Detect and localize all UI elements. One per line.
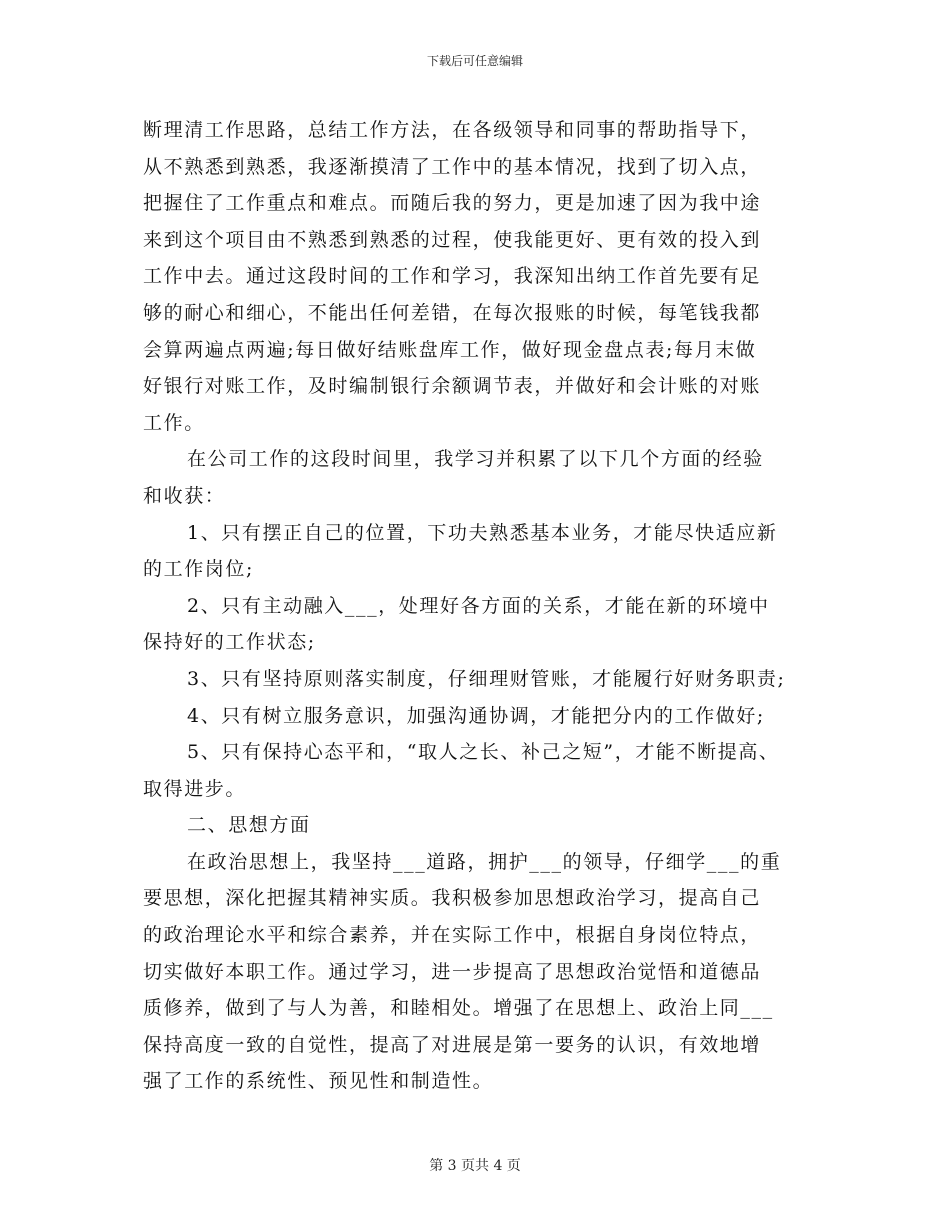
document-body	[143, 112, 825, 1100]
heading-ideology: 二、思想方面	[187, 814, 311, 837]
text-line: 断理清工作思路，总结工作方法，在各级领导和同事的帮助指导下，	[143, 119, 762, 141]
paragraph-work-summary	[143, 112, 825, 441]
text-line: 从不熟悉到熟悉，我逐渐摸清了工作中的基本情况，找到了切入点，	[143, 155, 762, 178]
paragraph-ideology	[143, 844, 825, 1100]
text-line: 在政治思想上，我坚持___道路，拥护___的领导，仔细学___的重	[187, 850, 782, 873]
text-line: 1、只有摆正自己的位置，下功夫熟悉基本业务，才能尽快适应新	[187, 521, 778, 544]
list-item-4	[143, 698, 825, 735]
text-line: 在公司工作的这段时间里，我学习并积累了以下几个方面的经验	[187, 448, 764, 471]
text-line: 取得进步。	[143, 777, 247, 800]
page-footer: 第 3 页共 4 页	[429, 1158, 521, 1174]
text-line: 5、只有保持心态平和，“取人之长、补己之短”，才能不断提高、	[187, 741, 780, 764]
list-item-2	[143, 588, 825, 661]
text-line: 工作。	[143, 411, 205, 434]
section-heading	[143, 807, 825, 844]
text-line: 2、只有主动融入___，处理好各方面的关系，才能在新的环境中	[187, 594, 770, 617]
text-line: 切实做好本职工作。通过学习，进一步提高了思想政治觉悟和道德品	[143, 960, 762, 983]
text-line: 强了工作的系统性、预见性和制造性。	[143, 1070, 494, 1093]
paragraph-experience-intro	[143, 441, 825, 514]
text-line: 质修养，做到了与人为善，和睦相处。增强了在思想上、政治上同___	[143, 997, 774, 1020]
text-line: 3、只有坚持原则落实制度，仔细理财管账，才能履行好财务职责;	[187, 667, 786, 690]
list-item-3	[143, 661, 825, 698]
text-line: 和收获：	[143, 484, 226, 507]
page-header: 下载后可任意编辑	[426, 54, 523, 68]
text-line: 保持好的工作状态;	[143, 631, 316, 654]
text-line: 够的耐心和细心，不能出任何差错，在每次报账的时候，每笔钱我都	[143, 301, 762, 324]
list-item-1	[143, 515, 825, 588]
text-line: 来到这个项目由不熟悉到熟悉的过程，使我能更好、更有效的投入到	[143, 228, 762, 251]
text-line: 保持高度一致的自觉性，提高了对进展是第一要务的认识，有效地增	[143, 1033, 762, 1056]
text-line: 把握住了工作重点和难点。而随后我的努力，更是加速了因为我中途	[143, 192, 762, 215]
text-line: 4、只有树立服务意识，加强沟通协调，才能把分内的工作做好;	[187, 704, 765, 727]
list-item-5	[143, 734, 825, 807]
text-line: 工作中去。通过这段时间的工作和学习，我深知出纳工作首先要有足	[143, 265, 762, 288]
text-line: 好银行对账工作，及时编制银行余额调节表，并做好和会计账的对账	[143, 375, 762, 398]
text-line: 的政治理论水平和综合素养，并在实际工作中，根据自身岗位特点，	[143, 924, 762, 947]
text-line: 会算两遍点两遍;每日做好结账盘库工作，做好现金盘点表;每月末做	[143, 338, 757, 361]
text-line: 要思想，深化把握其精神实质。我积极参加思想政治学习，提高自己	[143, 887, 762, 910]
text-line: 的工作岗位;	[143, 558, 255, 581]
